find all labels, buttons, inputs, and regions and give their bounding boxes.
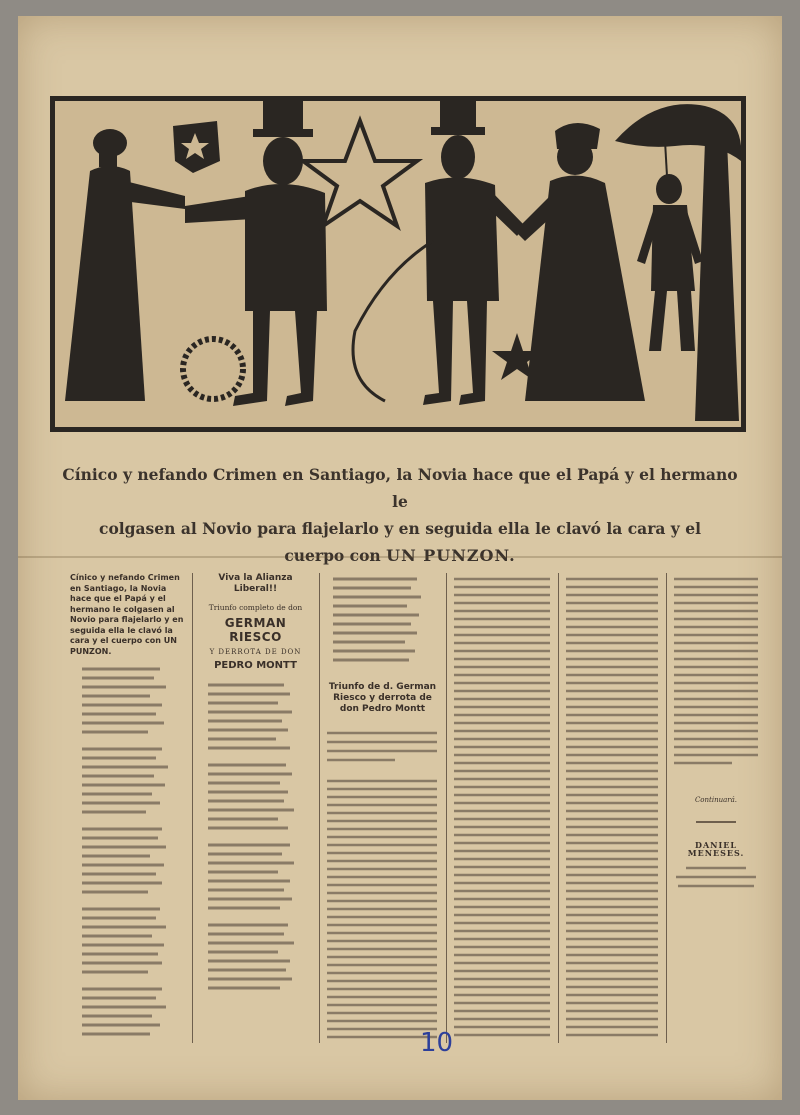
verse-lines — [70, 661, 185, 1041]
continued-note: Continuará. — [694, 796, 738, 805]
column-3 — [325, 573, 440, 1043]
column-2-heading: Viva la Alianza Liberal!! — [218, 573, 293, 594]
closing-rule — [696, 821, 736, 823]
headline-line-2: colgasen al Novio para flajelarlo y en seguida ella le clavó la cara y el — [99, 519, 701, 538]
text-columns — [70, 573, 760, 1043]
column-5 — [564, 573, 660, 1043]
fold-line — [18, 556, 782, 558]
verse-lines-2 — [198, 675, 313, 1015]
hanged-groom-figure — [637, 141, 703, 351]
headline-emphasis: UN PUNZON. — [386, 546, 516, 565]
flag-icon — [173, 121, 220, 173]
imprint-lines — [672, 862, 760, 892]
column-1-verses — [70, 661, 185, 1043]
printer-signature: DANIEL MENESES. — [687, 839, 745, 859]
prose-lines-4 — [452, 573, 552, 1043]
brother-figure — [353, 101, 525, 405]
prose-lines-6 — [672, 573, 760, 773]
column-rule-2 — [319, 573, 320, 1043]
column-rule-3 — [446, 573, 447, 1043]
wreath-icon — [183, 339, 243, 399]
candidate-montt: PEDRO MONTT — [214, 660, 297, 671]
column-rule-4 — [558, 573, 559, 1043]
woodcut-scene — [55, 101, 741, 427]
headline-line-3-text: cuerpo con — [284, 546, 381, 565]
column-3-heading: Triunfo de d. German Riesco y derrota de don Pedro Montt — [328, 682, 437, 715]
prose-lines-3 — [325, 719, 440, 1043]
column-4 — [452, 573, 552, 1043]
verse-lines-3a — [325, 573, 440, 665]
mother-figure — [515, 123, 645, 401]
headline-line-1: Cínico y nefando Crimen en Santiago, la Novia hace que el Papá y el hermano le — [62, 465, 738, 511]
column-rule-5 — [666, 573, 667, 1043]
column-1 — [70, 573, 185, 1043]
bride-figure — [65, 129, 185, 401]
broadside-sheet — [18, 16, 782, 1100]
handwritten-number: 10 — [420, 1028, 454, 1058]
main-headline — [58, 461, 742, 569]
column-1-heading: Cínico y nefando Crimen en Santiago, la Novia hace que el Papá y el hermano le colgasen al Novio para flajelarlo y en seguida ella le clavó la cara y el cuerpo con UN PUNZON. — [70, 573, 184, 656]
candidate-riesco: GERMAN RIESCO — [224, 616, 287, 644]
prose-lines-5 — [564, 573, 660, 1043]
column-2-connector: Y DERROTA DE DON — [209, 648, 302, 656]
column-rule-1 — [192, 573, 193, 1043]
column-6 — [672, 573, 760, 1043]
woodcut-illustration — [50, 96, 746, 432]
column-2 — [198, 573, 313, 1043]
column-2-subheading: Triunfo completo de don — [208, 603, 303, 612]
